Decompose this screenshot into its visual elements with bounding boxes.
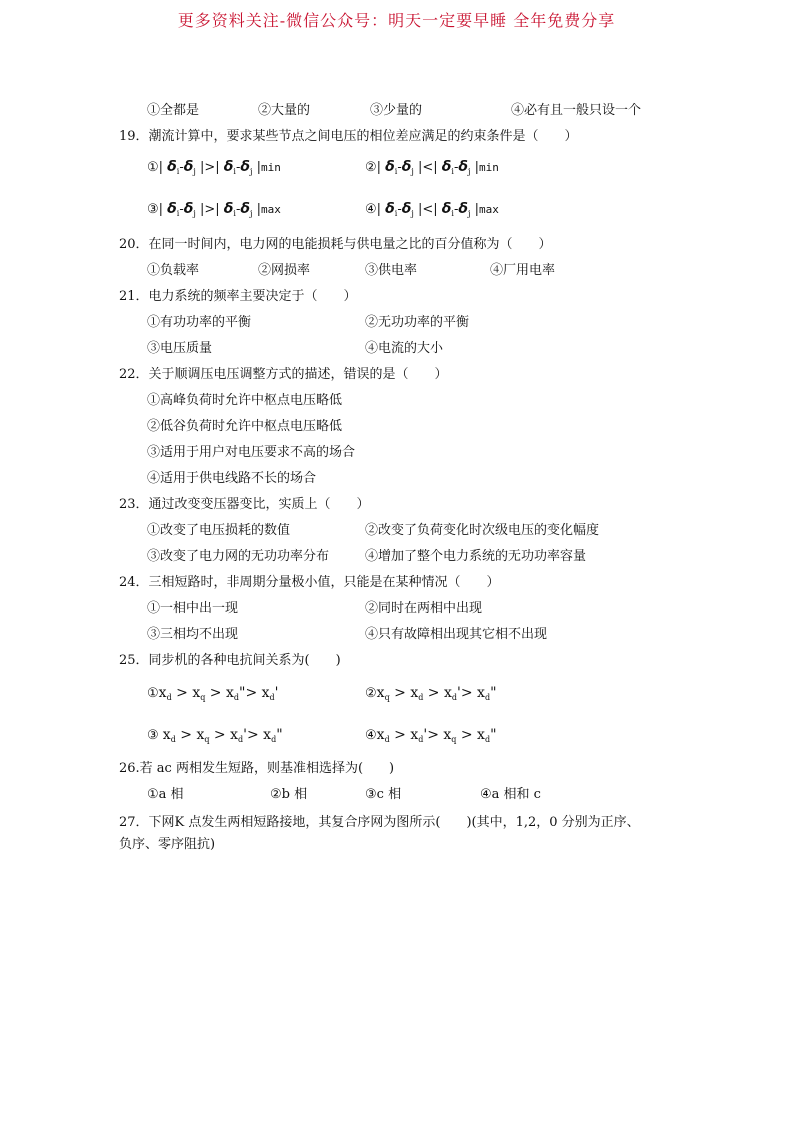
q18-option-4: ④必有且一般只设一个 (511, 103, 642, 118)
q21-option-1: ①有功功率的平衡 (147, 315, 252, 330)
q19-option-3: ③| $\delta_i-\delta_j$ |>| $\delta_i-\delta_j$ |max (147, 201, 281, 218)
q25-option-1: $①x_d > x_q$ > $x_d"> x_d'$ (147, 685, 279, 702)
q24-option-2: ②同时在两相中出现 (365, 601, 483, 616)
q23-option-4: ④增加了整个电力系统的无功功率容量 (365, 549, 587, 564)
q25-option-2: $②x_q > x_d > x_d'> x_d$" (365, 685, 497, 702)
q25-option-4: $④x_d > x_d'> x_q > x_d$" (365, 727, 497, 744)
q22-option-3: ③适用于用户对电压要求不高的场合 (147, 445, 356, 460)
q18-option-3: ③少量的 (370, 103, 423, 118)
q18-option-2: ②大量的 (258, 103, 311, 118)
q24-stem: 24．三相短路时，非周期分量极小值，只能是在某种情况（ ） (119, 575, 500, 590)
q20-option-3: ③供电率 (365, 263, 418, 278)
q25-stem: 25．同步机的各种电抗间关系为( ) (119, 653, 341, 668)
q24-option-3: ③三相均不出现 (147, 627, 239, 642)
q26-option-3: ③c 相 (365, 787, 402, 802)
q24-option-1: ①一相中出一现 (147, 601, 239, 616)
q23-option-3: ③改变了电力网的无功功率分布 (147, 549, 330, 564)
q22-option-4: ④适用于供电线路不长的场合 (147, 471, 317, 486)
q20-option-4: ④厂用电率 (490, 263, 556, 278)
q26-option-1: ①a 相 (147, 787, 184, 802)
q19-stem: 19．潮流计算中，要求某些节点之间电压的相位差应满足的约束条件是（ ） (119, 129, 578, 144)
q21-option-2: ②无功功率的平衡 (365, 315, 470, 330)
q21-option-3: ③电压质量 (147, 341, 213, 356)
q27-stem-continued: 负序、零序阻抗) (119, 837, 216, 852)
q22-stem: 22．关于顺调压电压调整方式的描述，错误的是（ ） (119, 367, 448, 382)
q26-option-4: ④a 相和 c (480, 787, 541, 802)
q25-option-3: ③ $x_d > x_q > x_d'> x_d$" (147, 727, 283, 744)
q23-stem: 23．通过改变变压器变比，实质上（ ） (119, 497, 370, 512)
q26-option-2: ②b 相 (270, 787, 308, 802)
q19-option-4: ④| $\delta_i-\delta_j$ |<| $\delta_i-\delta_j$ |max (365, 201, 499, 218)
banner-text: 更多资料关注-微信公众号：明天一定要早睡 全年免费分享 (177, 11, 616, 30)
q23-option-2: ②改变了负荷变化时次级电压的变化幅度 (365, 523, 600, 538)
q24-option-4: ④只有故障相出现其它相不出现 (365, 627, 548, 642)
q21-stem: 21．电力系统的频率主要决定于（ ） (119, 289, 357, 304)
q19-option-2: ②| $\delta_i-\delta_j$ |<| $\delta_i-\delta_j$ |min (365, 159, 499, 176)
q23-option-1: ①改变了电压损耗的数值 (147, 523, 291, 538)
q20-stem: 20．在同一时间内，电力网的电能损耗与供电量之比的百分值称为（ ） (119, 237, 552, 252)
q22-option-2: ②低谷负荷时允许中枢点电压略低 (147, 419, 343, 434)
q27-stem: 27．下网K 点发生两相短路接地，其复合序网为图所示( )(其中，1,2，0 分别为正序、 (119, 815, 640, 830)
q19-option-1: ①| $\delta_i-\delta_j$ |>| $\delta_i-\delta_j$ |min (147, 159, 281, 176)
q22-option-1: ①高峰负荷时允许中枢点电压略低 (147, 393, 343, 408)
q20-option-1: ①负载率 (147, 263, 200, 278)
q18-option-1: ①全都是 (147, 103, 200, 118)
q26-stem: 26.若 ac 两相发生短路，则基准相选择为( ) (119, 761, 395, 776)
q21-option-4: ④电流的大小 (365, 341, 444, 356)
q20-option-2: ②网损率 (258, 263, 311, 278)
